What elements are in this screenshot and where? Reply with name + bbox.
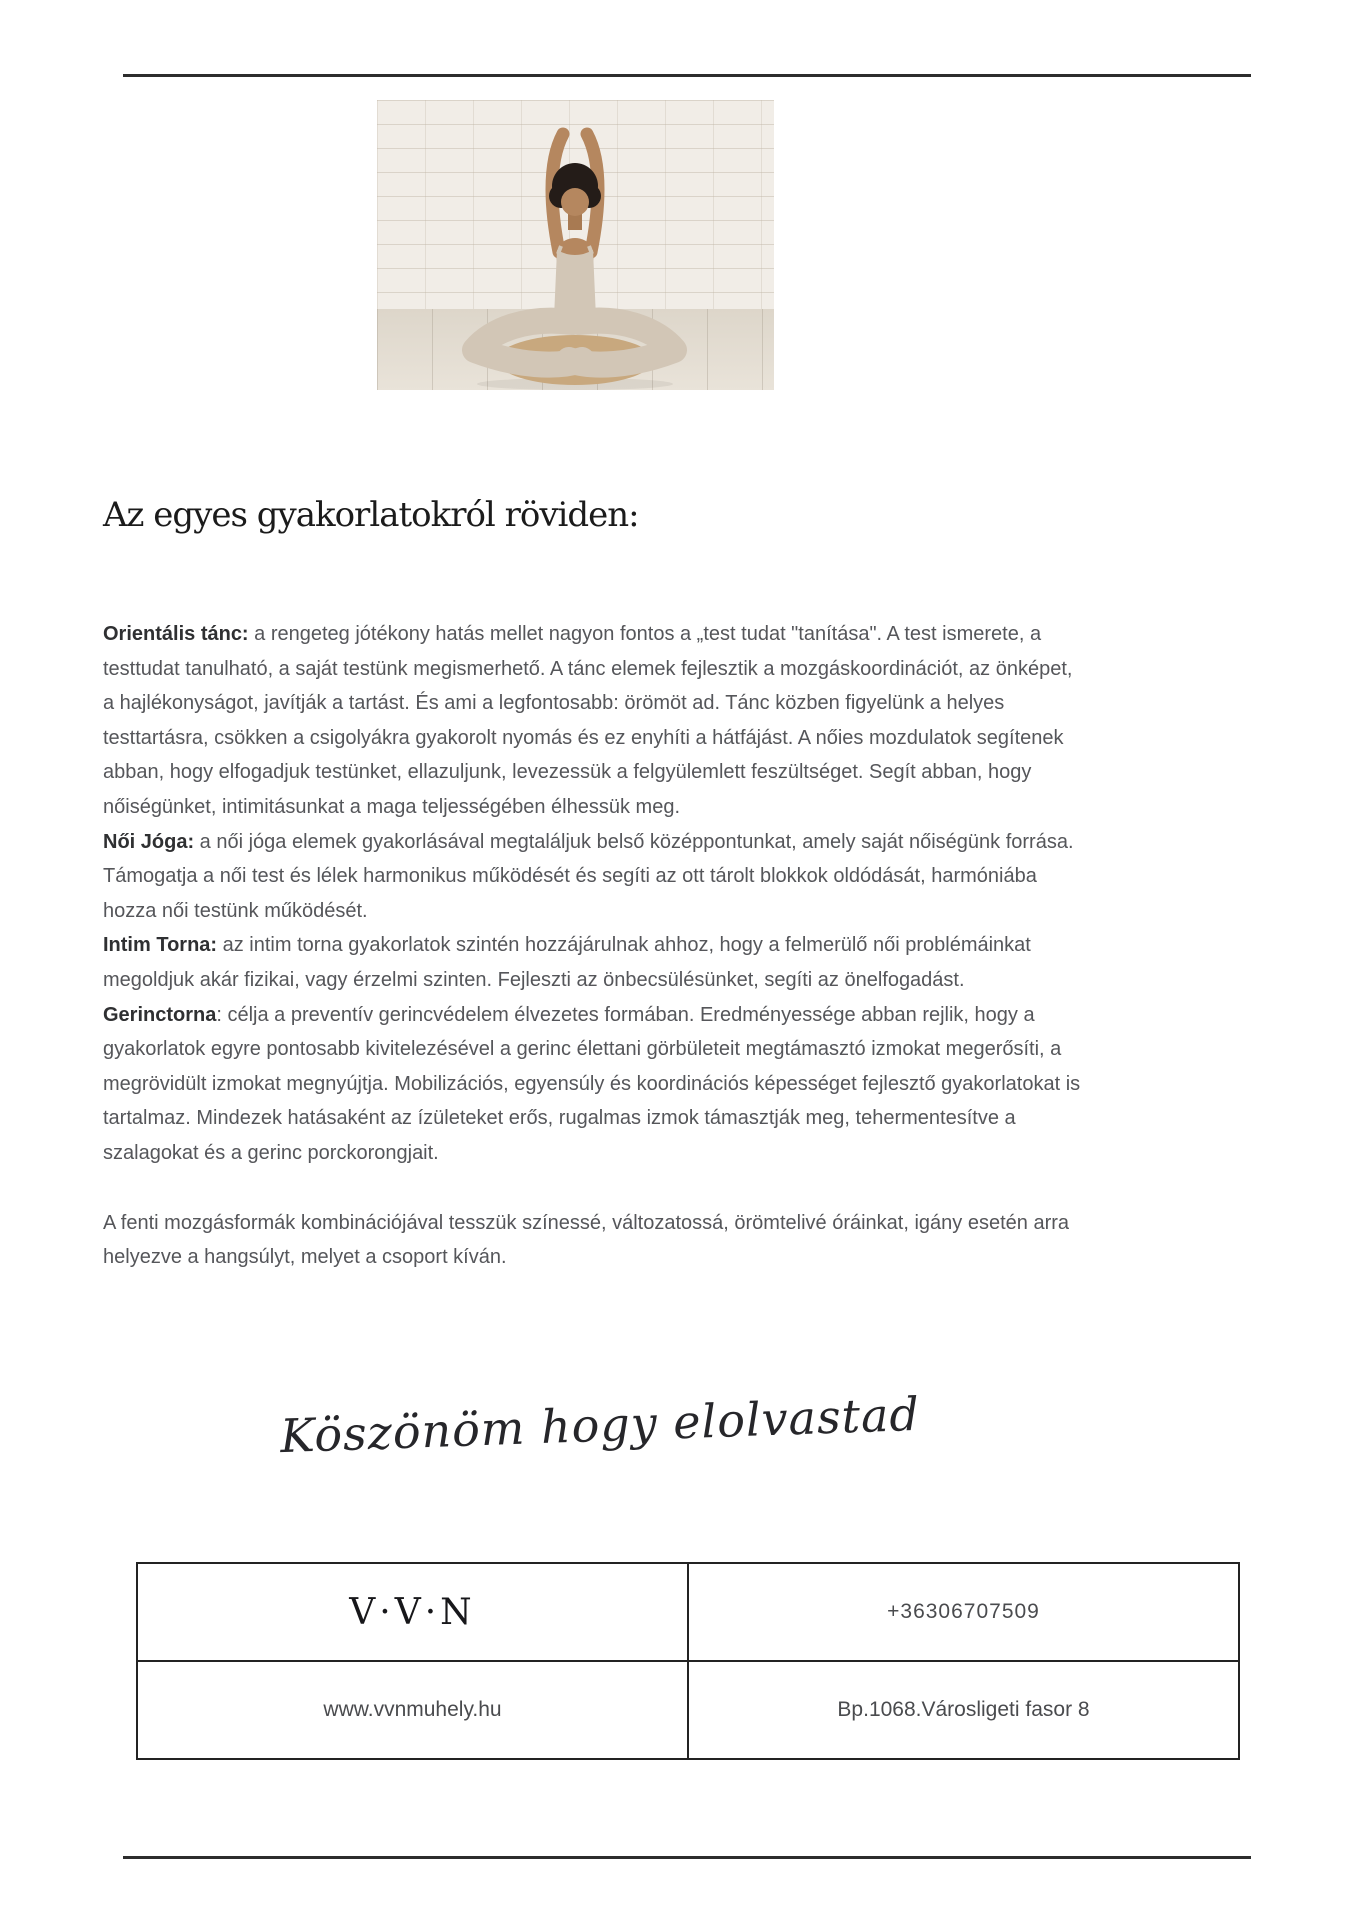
section-label: Női Jóga: <box>103 830 195 853</box>
page-title: Az egyes gyakorlatokról röviden: <box>103 495 639 535</box>
section-label: Orientális tánc: <box>103 623 249 645</box>
exercise-descriptions <box>103 617 1088 1275</box>
exercise-section <box>103 617 1088 825</box>
thank-you-script: Köszönöm hogy elolvastad <box>279 1386 921 1464</box>
table-row <box>137 1563 1239 1661</box>
street-address: Bp.1068.Városligeti fasor 8 <box>837 1698 1090 1721</box>
closing-paragraph: A fenti mozgásformák kombinációjával tesszük színessé, változatossá, örömtelivé óráinkat, igány esetén arra helyezve a hangsúlyt, melyet a csoport kíván. <box>103 1211 1070 1269</box>
section-text: : célja a preventív gerincvédelem élvezetes formában. Eredményessége abban rejlik, hogy a gyakorlatok egyre pontosabb kivitelezésével a gerinc élettani görbületeit megtámasztó izmokat megerősíti, a megrövidült izmokat megnyújtja. Mobilizációs, egyensúly és koordinációs képességet fejlesztő gyakorlatokat is tartalmaz. Mindezek hatásaként az ízületeket erős, rugalmas izmok támasztják meg, tehermentesítve a szalagokat és a gerinc porckorongjait. <box>103 1003 1081 1164</box>
bottom-horizontal-rule <box>123 1856 1251 1859</box>
phone-number: +36306707509 <box>887 1600 1040 1623</box>
seated-yoga-figure <box>377 100 774 390</box>
brand-logo: V·V·N <box>349 1591 476 1633</box>
contact-table <box>136 1562 1240 1760</box>
exercise-section <box>103 928 1088 997</box>
top-horizontal-rule <box>123 74 1251 77</box>
logo-cell <box>137 1563 688 1661</box>
exercise-section <box>103 998 1088 1171</box>
website-cell <box>137 1661 688 1759</box>
website-url: www.vvnmuhely.hu <box>323 1698 502 1721</box>
section-text: a női jóga elemek gyakorlásával megtaláljuk belső középpontunkat, amely saját nőiségünk forrása. Támogatja a női test és lélek harmonikus működését és segíti az ott tárolt blokkok oldódását, harmóniába hozza női testünk működését. <box>103 830 1074 922</box>
section-label: Intim Torna: <box>103 934 218 957</box>
phone-cell <box>688 1563 1239 1661</box>
exercise-section <box>103 825 1088 929</box>
address-cell <box>688 1661 1239 1759</box>
section-label: Gerinctorna <box>103 1003 217 1026</box>
table-row <box>137 1661 1239 1759</box>
yoga-photo <box>377 100 774 390</box>
section-text: a rengeteg jótékony hatás mellet nagyon fontos a „test tudat "tanítása". A test ismerete, a testtudat tanulható, a saját testünk megismerhető. A tánc elemek fejlesztik a mozgáskoordinációt, az önképet, a hajlékonyságot, javítják a tartást. És ami a legfontosabb: örömöt ad. Tánc közben figyelünk a helyes testtartásra, csökken a csigolyákra gyakorolt nyomás és ez enyhíti a hátfájást. A nőies mozdulatok segítenek abban, hogy elfogadjuk testünket, ellazuljunk, levezessük a felgyülemlett feszültséget. Segít abban, hogy nőiségünket, intimitásunkat a maga teljességében élhessük meg. <box>103 623 1073 818</box>
section-text: az intim torna gyakorlatok szintén hozzájárulnak ahhoz, hogy a felmerülő női problémáinkat megoldjuk akár fizikai, vagy érzelmi szinten. Fejleszti az önbecsülésünket, segíti az önelfogadást. <box>103 934 1031 991</box>
